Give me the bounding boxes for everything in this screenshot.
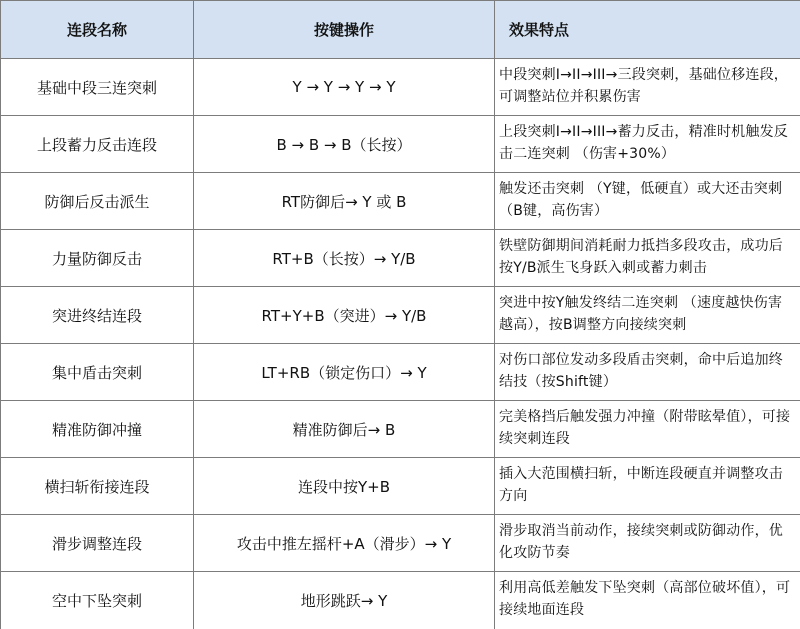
table-row xyxy=(1,116,800,173)
table-row xyxy=(1,173,800,230)
button-operation-cell: Y → Y → Y → Y xyxy=(194,59,495,116)
effect-cell: 铁壁防御期间消耗耐力抵挡多段攻击，成功后按Y/B派生飞身跃入刺或蓄力刺击 xyxy=(495,230,800,287)
effect-cell: 中段突刺I→II→III→三段突刺，基础位移连段，可调整站位并积累伤害 xyxy=(495,59,800,116)
combo-name-cell: 力量防御反击 xyxy=(1,230,194,287)
header-button-operation: 按键操作 xyxy=(194,1,495,59)
button-operation-cell: B → B → B（长按） xyxy=(194,116,495,173)
table-header xyxy=(1,1,800,59)
header-row xyxy=(1,1,800,59)
button-operation-cell: RT+Y+B（突进）→ Y/B xyxy=(194,287,495,344)
effect-cell: 对伤口部位发动多段盾击突刺，命中后追加终结技（按Shift键） xyxy=(495,344,800,401)
button-operation-cell: 攻击中推左摇杆+A（滑步）→ Y xyxy=(194,515,495,572)
table-row xyxy=(1,572,800,629)
combo-name-cell: 横扫斩衔接连段 xyxy=(1,458,194,515)
combo-name-cell: 基础中段三连突刺 xyxy=(1,59,194,116)
combo-name-cell: 滑步调整连段 xyxy=(1,515,194,572)
table-body xyxy=(1,59,800,629)
table-row xyxy=(1,287,800,344)
combo-name-cell: 空中下坠突刺 xyxy=(1,572,194,629)
button-operation-cell: 地形跳跃→ Y xyxy=(194,572,495,629)
table-row xyxy=(1,458,800,515)
button-operation-cell: LT+RB（锁定伤口）→ Y xyxy=(194,344,495,401)
table-row xyxy=(1,59,800,116)
table-row xyxy=(1,230,800,287)
combo-name-cell: 上段蓄力反击连段 xyxy=(1,116,194,173)
effect-cell: 完美格挡后触发强力冲撞（附带眩晕值），可接续突刺连段 xyxy=(495,401,800,458)
effect-cell: 利用高低差触发下坠突刺（高部位破坏值），可接续地面连段 xyxy=(495,572,800,629)
effect-cell: 插入大范围横扫斩，中断连段硬直并调整攻击方向 xyxy=(495,458,800,515)
combo-name-cell: 防御后反击派生 xyxy=(1,173,194,230)
button-operation-cell: 精准防御后→ B xyxy=(194,401,495,458)
combo-name-cell: 集中盾击突刺 xyxy=(1,344,194,401)
header-effect: 效果特点 xyxy=(495,1,800,59)
combo-name-cell: 精准防御冲撞 xyxy=(1,401,194,458)
button-operation-cell: 连段中按Y+B xyxy=(194,458,495,515)
table-row xyxy=(1,515,800,572)
table-row xyxy=(1,344,800,401)
combo-name-cell: 突进终结连段 xyxy=(1,287,194,344)
effect-cell: 突进中按Y触发终结二连突刺 （速度越快伤害越高），按B调整方向接续突刺 xyxy=(495,287,800,344)
button-operation-cell: RT防御后→ Y 或 B xyxy=(194,173,495,230)
effect-cell: 上段突刺I→II→III→蓄力反击，精准时机触发反击二连突刺 （伤害+30%） xyxy=(495,116,800,173)
header-combo-name: 连段名称 xyxy=(1,1,194,59)
button-operation-cell: RT+B（长按）→ Y/B xyxy=(194,230,495,287)
table-row xyxy=(1,401,800,458)
effect-cell: 滑步取消当前动作，接续突刺或防御动作，优化攻防节奏 xyxy=(495,515,800,572)
effect-cell: 触发还击突刺 （Y键，低硬直）或大还击突刺 （B键，高伤害） xyxy=(495,173,800,230)
